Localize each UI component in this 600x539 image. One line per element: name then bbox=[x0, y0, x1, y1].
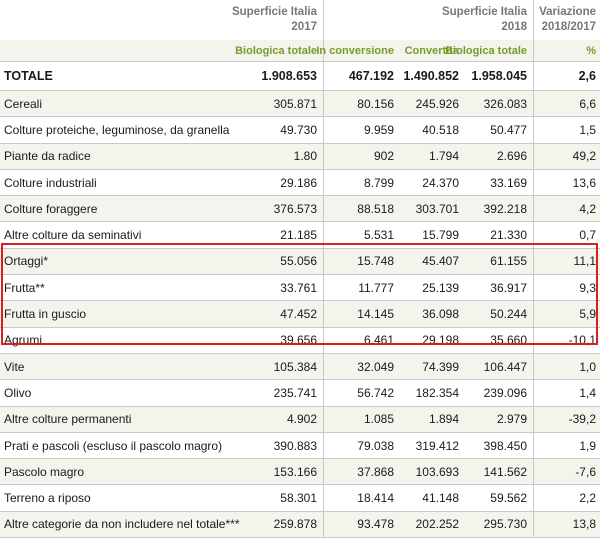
cell-variazione: 5,9 bbox=[579, 307, 596, 322]
row-label: TOTALE bbox=[4, 69, 53, 83]
cell-convertita: 1.894 bbox=[428, 412, 459, 427]
cell-bio-2018: 50.477 bbox=[464, 117, 534, 142]
cell-conversione: 18.414 bbox=[357, 491, 394, 506]
table-row bbox=[0, 222, 600, 248]
cell-conversione: 1.085 bbox=[363, 412, 394, 427]
cell-convertita: 245.926 bbox=[415, 96, 459, 111]
row-label: Vite bbox=[4, 359, 25, 374]
cell-variazione: -10,1 bbox=[568, 333, 596, 348]
cell-bio-2018: 106.447 bbox=[464, 354, 534, 379]
cell-2017: 33.761 bbox=[227, 275, 324, 300]
table-row bbox=[0, 249, 600, 275]
subheader-bio-2018: Biologica totale bbox=[464, 40, 534, 61]
cell-bio-2018: 141.562 bbox=[464, 459, 534, 484]
cell-convertita: 1.490.852 bbox=[403, 69, 459, 83]
cell-convertita: 202.252 bbox=[415, 517, 459, 532]
table-row bbox=[0, 170, 600, 196]
cell-convertita: 25.139 bbox=[422, 280, 459, 295]
cell-2017: 259.878 bbox=[227, 512, 324, 537]
table-row bbox=[0, 301, 600, 327]
cell-bio-2018: 21.330 bbox=[464, 222, 534, 247]
row-label: Colture proteiche, leguminose, da granella bbox=[4, 122, 230, 137]
header-2017-line2: 2017 bbox=[291, 21, 317, 33]
cell-convertita: 1.794 bbox=[428, 149, 459, 164]
cell-2017: 1.80 bbox=[227, 144, 324, 169]
cell-conversione: 88.518 bbox=[357, 201, 394, 216]
table-body bbox=[0, 91, 600, 538]
header-2017 bbox=[227, 0, 324, 40]
cell-variazione: -7,6 bbox=[575, 464, 596, 479]
row-label: Frutta** bbox=[4, 280, 45, 295]
cell-convertita: 303.701 bbox=[415, 201, 459, 216]
cell-variazione: 4,2 bbox=[579, 201, 596, 216]
cell-convertita: 74.399 bbox=[422, 359, 459, 374]
cell-conversione: 15.748 bbox=[357, 254, 394, 269]
row-label: Piante da radice bbox=[4, 149, 91, 164]
cell-conversione: 467.192 bbox=[348, 69, 394, 83]
cell-variazione: 1,5 bbox=[579, 122, 596, 137]
cell-2017: 305.871 bbox=[227, 91, 324, 116]
cell-2017: 390.883 bbox=[227, 433, 324, 458]
cell-convertita: 103.693 bbox=[415, 464, 459, 479]
table-row bbox=[0, 328, 600, 354]
row-label: Olivo bbox=[4, 385, 32, 400]
cell-conversione: 93.478 bbox=[357, 517, 394, 532]
cell-conversione: 37.868 bbox=[357, 464, 394, 479]
cell-convertita: 41.148 bbox=[422, 491, 459, 506]
cell-variazione: 1,4 bbox=[579, 385, 596, 400]
header-2017-line1: Superficie Italia bbox=[231, 6, 317, 18]
row-label: Agrumi bbox=[4, 333, 43, 348]
cell-bio-2018: 50.244 bbox=[464, 301, 534, 326]
table-row bbox=[0, 117, 600, 143]
cell-convertita: 319.412 bbox=[415, 438, 459, 453]
subheader-convertita: Convertita bbox=[404, 44, 459, 57]
cell-bio-2018: 36.917 bbox=[464, 275, 534, 300]
row-label: Prati e pascoli (escluso il pascolo magro) bbox=[4, 438, 223, 453]
cell-2017: 49.730 bbox=[227, 117, 324, 142]
cell-conversione: 8.799 bbox=[363, 175, 394, 190]
row-label: Terreno a riposo bbox=[4, 491, 91, 506]
cell-bio-2018: 326.083 bbox=[464, 91, 534, 116]
table-row bbox=[0, 91, 600, 117]
table-row-totale bbox=[0, 62, 600, 91]
cell-convertita: 29.198 bbox=[422, 333, 459, 348]
cell-bio-2018: 2.979 bbox=[464, 407, 534, 432]
cell-conversione: 11.777 bbox=[358, 280, 394, 295]
cell-2017: 21.185 bbox=[227, 222, 324, 247]
cell-2017: 55.056 bbox=[227, 249, 324, 274]
cell-convertita: 45.407 bbox=[422, 254, 459, 269]
cell-convertita: 40.518 bbox=[422, 122, 459, 137]
cell-bio-2018: 295.730 bbox=[464, 512, 534, 537]
cell-variazione: 49,2 bbox=[572, 149, 596, 164]
cell-conversione: 5.531 bbox=[363, 228, 394, 243]
header-row bbox=[0, 0, 600, 40]
table-row bbox=[0, 275, 600, 301]
header-var-line2: 2018/2017 bbox=[541, 21, 596, 33]
cell-bio-2018: 2.696 bbox=[464, 144, 534, 169]
cell-variazione: 11,1 bbox=[573, 254, 596, 269]
header-variazione bbox=[534, 0, 600, 40]
cell-bio-2018: 61.155 bbox=[464, 249, 534, 274]
cell-bio-2018: 1.958.045 bbox=[464, 62, 534, 90]
cell-2017: 235.741 bbox=[227, 380, 324, 405]
cell-convertita: 24.370 bbox=[422, 175, 459, 190]
table-row bbox=[0, 512, 600, 538]
cell-2017: 47.452 bbox=[227, 301, 324, 326]
row-label: Cereali bbox=[4, 96, 43, 111]
cell-2017: 39.656 bbox=[227, 328, 324, 353]
subheader-bio-2017: Biologica totale bbox=[227, 40, 324, 61]
row-label: Frutta in guscio bbox=[4, 307, 87, 322]
cell-convertita: 182.354 bbox=[415, 385, 459, 400]
header-2018 bbox=[324, 0, 534, 40]
cell-bio-2018: 33.169 bbox=[464, 170, 534, 195]
cell-conversione: 80.156 bbox=[357, 96, 394, 111]
table-row bbox=[0, 354, 600, 380]
subheader-blank bbox=[0, 40, 227, 61]
header-2018-line2: 2018 bbox=[501, 21, 527, 33]
table-row bbox=[0, 485, 600, 511]
cell-conversione: 6.461 bbox=[363, 333, 394, 348]
cell-bio-2018: 35.660 bbox=[464, 328, 534, 353]
cell-bio-2018: 398.450 bbox=[464, 433, 534, 458]
cell-variazione: 1,9 bbox=[579, 438, 596, 453]
cell-conversione: 14.145 bbox=[357, 307, 394, 322]
cell-conversione: 79.038 bbox=[357, 438, 394, 453]
cell-conversione: 9.959 bbox=[363, 122, 394, 137]
header-var-line1: Variazione bbox=[539, 6, 596, 18]
table-row bbox=[0, 196, 600, 222]
cell-variazione: 2,6 bbox=[578, 69, 596, 83]
subheader-conversione: In conversione bbox=[316, 44, 394, 57]
row-label: Colture foraggere bbox=[4, 201, 98, 216]
subheader-percent: % bbox=[586, 44, 596, 57]
row-label: Altre categorie da non includere nel totale*** bbox=[4, 517, 240, 532]
cell-2017: 1.908.653 bbox=[227, 62, 324, 90]
cell-variazione: 2,2 bbox=[579, 491, 596, 506]
table-row bbox=[0, 144, 600, 170]
header-blank bbox=[0, 0, 227, 40]
cell-bio-2018: 59.562 bbox=[464, 485, 534, 510]
cell-variazione: 6,6 bbox=[579, 96, 596, 111]
row-label: Altre colture da seminativi bbox=[4, 228, 142, 243]
cell-2017: 29.186 bbox=[227, 170, 324, 195]
cell-2017: 376.573 bbox=[227, 196, 324, 221]
table-row bbox=[0, 380, 600, 406]
cell-variazione: 0,7 bbox=[579, 228, 596, 243]
cell-bio-2018: 239.096 bbox=[464, 380, 534, 405]
cell-bio-2018: 392.218 bbox=[464, 196, 534, 221]
cell-variazione: -39,2 bbox=[568, 412, 596, 427]
cell-conversione: 56.742 bbox=[357, 385, 394, 400]
row-label: Altre colture permanenti bbox=[4, 412, 132, 427]
cell-conversione: 32.049 bbox=[357, 359, 394, 374]
cell-2017: 105.384 bbox=[227, 354, 324, 379]
row-label: Ortaggi* bbox=[4, 254, 49, 269]
cell-convertita: 15.799 bbox=[422, 228, 459, 243]
header-2018-line1: Superficie Italia bbox=[441, 6, 527, 18]
cell-convertita: 36.098 bbox=[422, 307, 459, 322]
cell-variazione: 13,8 bbox=[572, 517, 596, 532]
cell-variazione: 9,3 bbox=[579, 280, 596, 295]
cell-2017: 4.902 bbox=[227, 407, 324, 432]
table-row bbox=[0, 433, 600, 459]
cell-2017: 153.166 bbox=[227, 459, 324, 484]
cell-variazione: 1,0 bbox=[579, 359, 596, 374]
cell-2017: 58.301 bbox=[227, 485, 324, 510]
subheader-row bbox=[0, 40, 600, 62]
row-label: Colture industriali bbox=[4, 175, 97, 190]
row-label: Pascolo magro bbox=[4, 464, 85, 479]
cell-conversione: 902 bbox=[373, 149, 394, 164]
table-row bbox=[0, 407, 600, 433]
cell-variazione: 13,6 bbox=[572, 175, 596, 190]
table-row bbox=[0, 459, 600, 485]
